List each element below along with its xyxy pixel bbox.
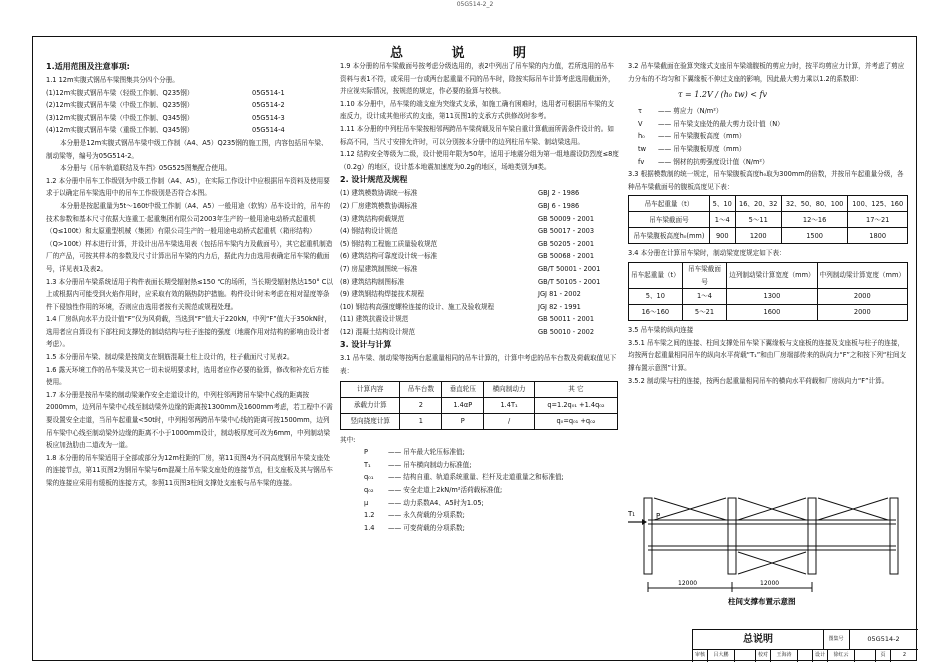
code-list-item: (4) 钢结构设计规范 GB 50017 - 2003 [340,227,595,236]
code-list-item: (8) 建筑结构制图标准 GB/T 50105 - 2001 [340,277,601,286]
table-row: 竖向挠度计算 1 P / q₀=q₀₁ +q₀₂ [341,413,618,429]
right-column [628,60,910,387]
legend-item: P —— 吊车最大轮压标准值; [364,448,465,457]
title-block [692,629,918,662]
paragraph-3-2: 3.2 吊车梁截面在验算突缘式支座吊车梁端腹板的剪应力时，按平均剪应力计算，并考虑了剪应力分布的不均匀和下翼缘板不伸过支座的影响，因此最大剪力乘以1.2的系数即： [628,62,905,83]
section-heading-2: 2. 设计规范及规程 [340,175,408,185]
atlas-number: 05G514-2 [849,630,918,650]
paragraph-1-1: 1.1 12m实腹式钢吊车梁图集共分四个分册。 [46,76,179,84]
volume-item: (1)12m实腹式钢吊车梁（轻级工作制、Q235钢） 05G514-1 [46,88,285,97]
code-list-item: (3) 建筑结构荷载规范 GB 50009 - 2001 [340,214,595,223]
table-row: 吊车起重量（t） 5、10 16、20、32 32、50、80、100 100、125、160 [629,196,908,212]
paragraph-3-4: 3.4 本分册在计算吊车梁时，制动梁宽度规定如下表： [628,249,786,258]
where-label: 其中: [340,435,356,444]
table-header: 吊车台数 [400,381,442,397]
load-table [340,381,618,430]
code-list [340,187,620,338]
paragraph-1-5: 1.5 本分册吊车梁、制动梁是按简支在钢筋混凝土柱上设计的，柱子截面尺寸见表2。 [46,353,294,362]
column [890,498,898,574]
section-heading-1: 1.适用范围及注意事项: [46,62,130,71]
table-header: 垂直轮压 [442,381,484,397]
paragraph-1-6: 1.6 露天环境工作的吊车梁及其它一切未说明要求时，选用者应作必要的验算，修改和补充后方能使用。 [46,365,329,387]
column [728,498,736,574]
table-header: 横向制动力 [484,381,535,397]
page-title: 总 说 明 [390,46,549,61]
code-list-item: (12) 混凝土结构设计规范 GB 50010 - 2002 [340,327,595,336]
review-label: 审核 [693,649,708,662]
signature [735,649,756,662]
signature [798,649,813,662]
shear-formula: τ = 1.2V / (h₀ tw) < fv [678,90,767,100]
table-row: 吊车梁截面号 1～4 5～11 12～16 17～21 [629,212,908,228]
design-label: 设计 [813,649,828,662]
paragraph: 本分册与《吊车轨道联结及车挡》05G525图集配合使用。 [60,164,232,173]
paragraph-3-5: 3.5 吊车梁的纵向连接 [628,326,694,335]
symbol-item: fv —— 钢材的抗剪强度设计值（N/m²） [638,157,769,166]
paragraph-1-4: 1.4 厂房纵向水平力设计值“F”仅为风荷载，当选到“F”值大于220kN，中列“F”值大于350kN时，选用者应自算设有下部柱间支撑处的制动结构与柱子连接的强度（地震作用对结构的影响由设计者考虑）。 [46,315,331,349]
symbol-item: tw —— 吊车梁腹板厚度（mm） [638,144,746,153]
legend-item: 1.2 —— 永久荷载的分项系数; [364,511,465,520]
legend-item: q₀₁ —— 结构自重、轨道系统重量、栏杆及走道重量之和标准值; [364,473,564,482]
table-row: 吊车梁腹板高度h₀(mm) 900 1200 1500 1800 [629,228,908,244]
paragraph-3-1: 3.1 吊车梁、制动梁等按两台起重量相同的吊车计算的，计算中考虑的吊车台数及荷载取值见下表： [340,354,617,376]
code-list-item: (9) 建筑钢结构焊接技术规程 JGJ 81 - 2002 [340,290,581,299]
legend-item: T₁ —— 吊车横向制动力标准值; [364,460,472,469]
diagram-label-t1: T₁ [628,510,636,518]
checker-name: 王海涛 [771,649,798,662]
middle-column [340,60,620,534]
formula-symbols [628,105,910,168]
diagram-caption: 柱间支撑布置示意图 [728,597,796,606]
table-row: 16～160 5～21 1600 2000 [629,305,908,321]
signature-row [693,649,918,662]
column [644,498,652,574]
paragraph-3-5-1: 3.5.1 吊车梁之间的连接、柱间支撑处吊车梁下翼缘板与支座板的连接及支座板与柱子的连接，均按两台起重量相同吊车的纵向水平荷载“T₁”和由厂房端部传来的纵向力“F”之和按下列“柱间支撑布置示意图”计算。 [628,338,907,372]
volume-item: (2)12m实腹式钢吊车梁（中级工作制、Q235钢） 05G514-2 [46,101,285,110]
section-heading-3: 3. 设计与计算 [340,340,392,350]
paragraph: 本分册是12m实腹式钢吊车梁中级工作制（A4、A5）Q235钢的施工图，内容包括吊车梁、制动梁等，编号为05G514-2。 [46,138,328,160]
volume-item: (3)12m实腹式钢吊车梁（中级工作制、Q345钢） 05G514-3 [46,113,285,122]
code-list-item: (10) 钢结构高强度螺栓连接的设计、施工及验收规程 JGJ 82 - 1991 [340,302,581,311]
code-list-item: (2) 厂房建筑模数协调标准 GBJ 6 - 1986 [340,201,580,210]
document-code-header: 05G514-2_2 [456,1,494,8]
code-list-item: (11) 建筑抗震设计规范 GB 50011 - 2001 [340,315,595,324]
paragraph-3-3: 3.3 根据模数制的统一规定，吊车梁腹板高度h₀取为300mm的倍数，并按吊车起重量分级，各种吊车梁截面号的腹板高度见下表： [628,170,904,191]
title-block-title: 总说明 [693,630,824,650]
dimension-label: 12000 [678,580,698,587]
code-list-item: (7) 房屋建筑制图统一标准 GB/T 50001 - 2001 [340,264,601,273]
dimension-label: 12000 [760,580,780,587]
bracing-diagram [628,490,910,608]
brake-width-table [628,262,908,321]
paragraph-1-12: 1.12 结构安全等级为二级，设计使用年限为50年，适用于地震分组为第一组地震设防烈度≤8度（0.2g）的地区，设计基本地震加速度为0.2g的地区，场地类别为Ⅱ类。 [340,150,619,171]
paragraph: 本分册是按起重量为5t～160t中级工作制（A4、A5）一般用途（软钩）吊车设计的，吊车的技术参数和基本尺寸依据大连重工·起重集团有限公司2003年生产的一般用途电动桥式起重机（Q≤100t）和太原重型机械（集团）有限公司生产的一般用途电动桥式起重机（箱形结构）（Q>100t）样本进行计算，并设计出吊车梁选用表（包括吊车梁内力及截面号），其它起重机制造厂的产品，可按其样本的参数及尺寸计算出吊车梁的内力后，据此内力由选用表确定吊车梁的截面号，详见表1及表2。 [46,201,333,273]
code-list-item: (6) 建筑结构可靠度设计统一标准 GB 50068 - 2001 [340,252,595,261]
table-row: 承载力计算 2 1.4αP 1.4T₁ q=1.2q₀₁ +1.4q₀₂ [341,397,618,413]
page-number: 2 [902,652,907,658]
table-row: 吊车起重量（t） 吊车梁截面号 边列制动梁计算宽度（mm） 中列制动梁计算宽度（mm） [629,262,908,288]
symbol-item: V —— 吊车梁支座处的最大剪力设计值（N） [638,119,784,128]
reviewer-name: 吕大鹏 [708,649,735,662]
code-list-item: (5) 钢结构工程施工质量验收规范 GB 50205 - 2001 [340,239,595,248]
symbol-legend [340,446,620,534]
symbol-item: h₀ —— 吊车梁腹板高度（mm） [638,132,746,141]
left-column [46,60,334,490]
paragraph-3-5-2: 3.5.2 制动梁与柱的连接，按两台起重量相同吊车的横向水平荷载和厂房纵向力“F”计算。 [628,376,889,385]
paragraph-1-10: 1.10 本分册中，吊车梁的端支座为突缘式支承，如施工确有困难时，选用者可根据吊车梁的支座反力，设计成其他形式的支座，第11页图1的支承方式供修改时参考。 [340,99,614,121]
symbol-item: τ —— 剪应力（N/m²） [638,107,723,116]
check-label: 校对 [756,649,771,662]
diagram-label-p: P [656,512,661,520]
paragraph-1-2: 1.2 本分册中吊车工作级别为中级工作制（A4、A5），在实际工作设计中应根据吊车资料及使用要求于以确定吊车梁选用中的吊车工作级别是否符合本图。 [46,176,330,198]
volume-item: (4)12m实腹式钢吊车梁（重级工作制、Q345钢） 05G514-4 [46,126,285,135]
paragraph-1-3: 1.3 本分册吊车梁系统适用于构件表面长期受辐射热≤150 ℃的场所，当长期受辐射热达150° C以上或根据内可能受到火焰作用时，应采取有效的隔热防护措施。构件设计时未考虑在相对湿度等条件下侵蚀性作用的环境，否则应由选用者按有关规范或规程处理。 [46,277,333,311]
legend-item: 1.4 —— 可变荷载的分项系数; [364,523,465,532]
legend-item: q₀₂ —— 安全走道上2kN/m²活荷载标准值; [364,486,503,495]
paragraph-1-7: 1.7 本分册是按吊车梁的制动梁兼作安全走道设计的，中列柱邻两跨吊车梁中心线的距离按2000mm，边列吊车梁中心线至制动梁外边缘的距离按1300mm及1600mm考虑，若工程中不需要设置安全走道，当吊车起重量<50t时，中列相邻两跨吊车梁中心线的距离可按1500mm，边列吊车梁中心线至制动梁外边缘的距离不小于1000mm设计，制动板厚度可改为6mm，中列制动梁板应加劲肋由二道改为一道。 [46,390,333,450]
signature [855,649,876,662]
web-height-table [628,195,908,244]
column [808,498,816,574]
table-header: 其 它 [534,381,617,397]
table-row: 5、10 1～4 1300 2000 [629,289,908,305]
designer-name: 徐红云 [828,649,855,662]
legend-item: μ —— 动力系数A4、A5时为1.05; [364,498,484,507]
page-label: 页 [876,649,891,662]
paragraph-1-11: 1.11 本分册的中列柱吊车梁按相邻两跨吊车梁荷载及吊车梁自重计算截面所需条件设计的。如标高不同，当尺寸安排允许时，可以分别按本分册中的边列柱吊车梁、制动梁选用。 [340,124,614,146]
paragraph-1-9: 1.9 本分册的吊车梁截面号按考虑分级选用的，表2中列出了吊车梁的内力值，若所选用的吊车资料与表1不符，或采用一台或两台起重量不同的吊车时，除按实际吊车计算考虑选用截面外，并应视实际情况，按规范的规定，作必要的验算与校核。 [340,62,615,96]
table-header: 计算内容 [341,381,400,397]
code-list-item: (1) 建筑模数协调统一标准 GBJ 2 - 1986 [340,189,580,198]
paragraph-1-8: 1.8 本分册的吊车梁适用于全部或部分为12m柱距的厂房，第11页图4为不同高度钢吊车梁支座处的连接节点，第11页图2为钢吊车梁与6m混凝土吊车梁支座处的连接节点，但支座板及其与钢吊车梁的连接应采用有缓板的连接方式，参照11页图3柱间支撑处支座板与吊车梁的连接。 [46,453,333,487]
atlas-label: 图集号 [823,630,850,650]
